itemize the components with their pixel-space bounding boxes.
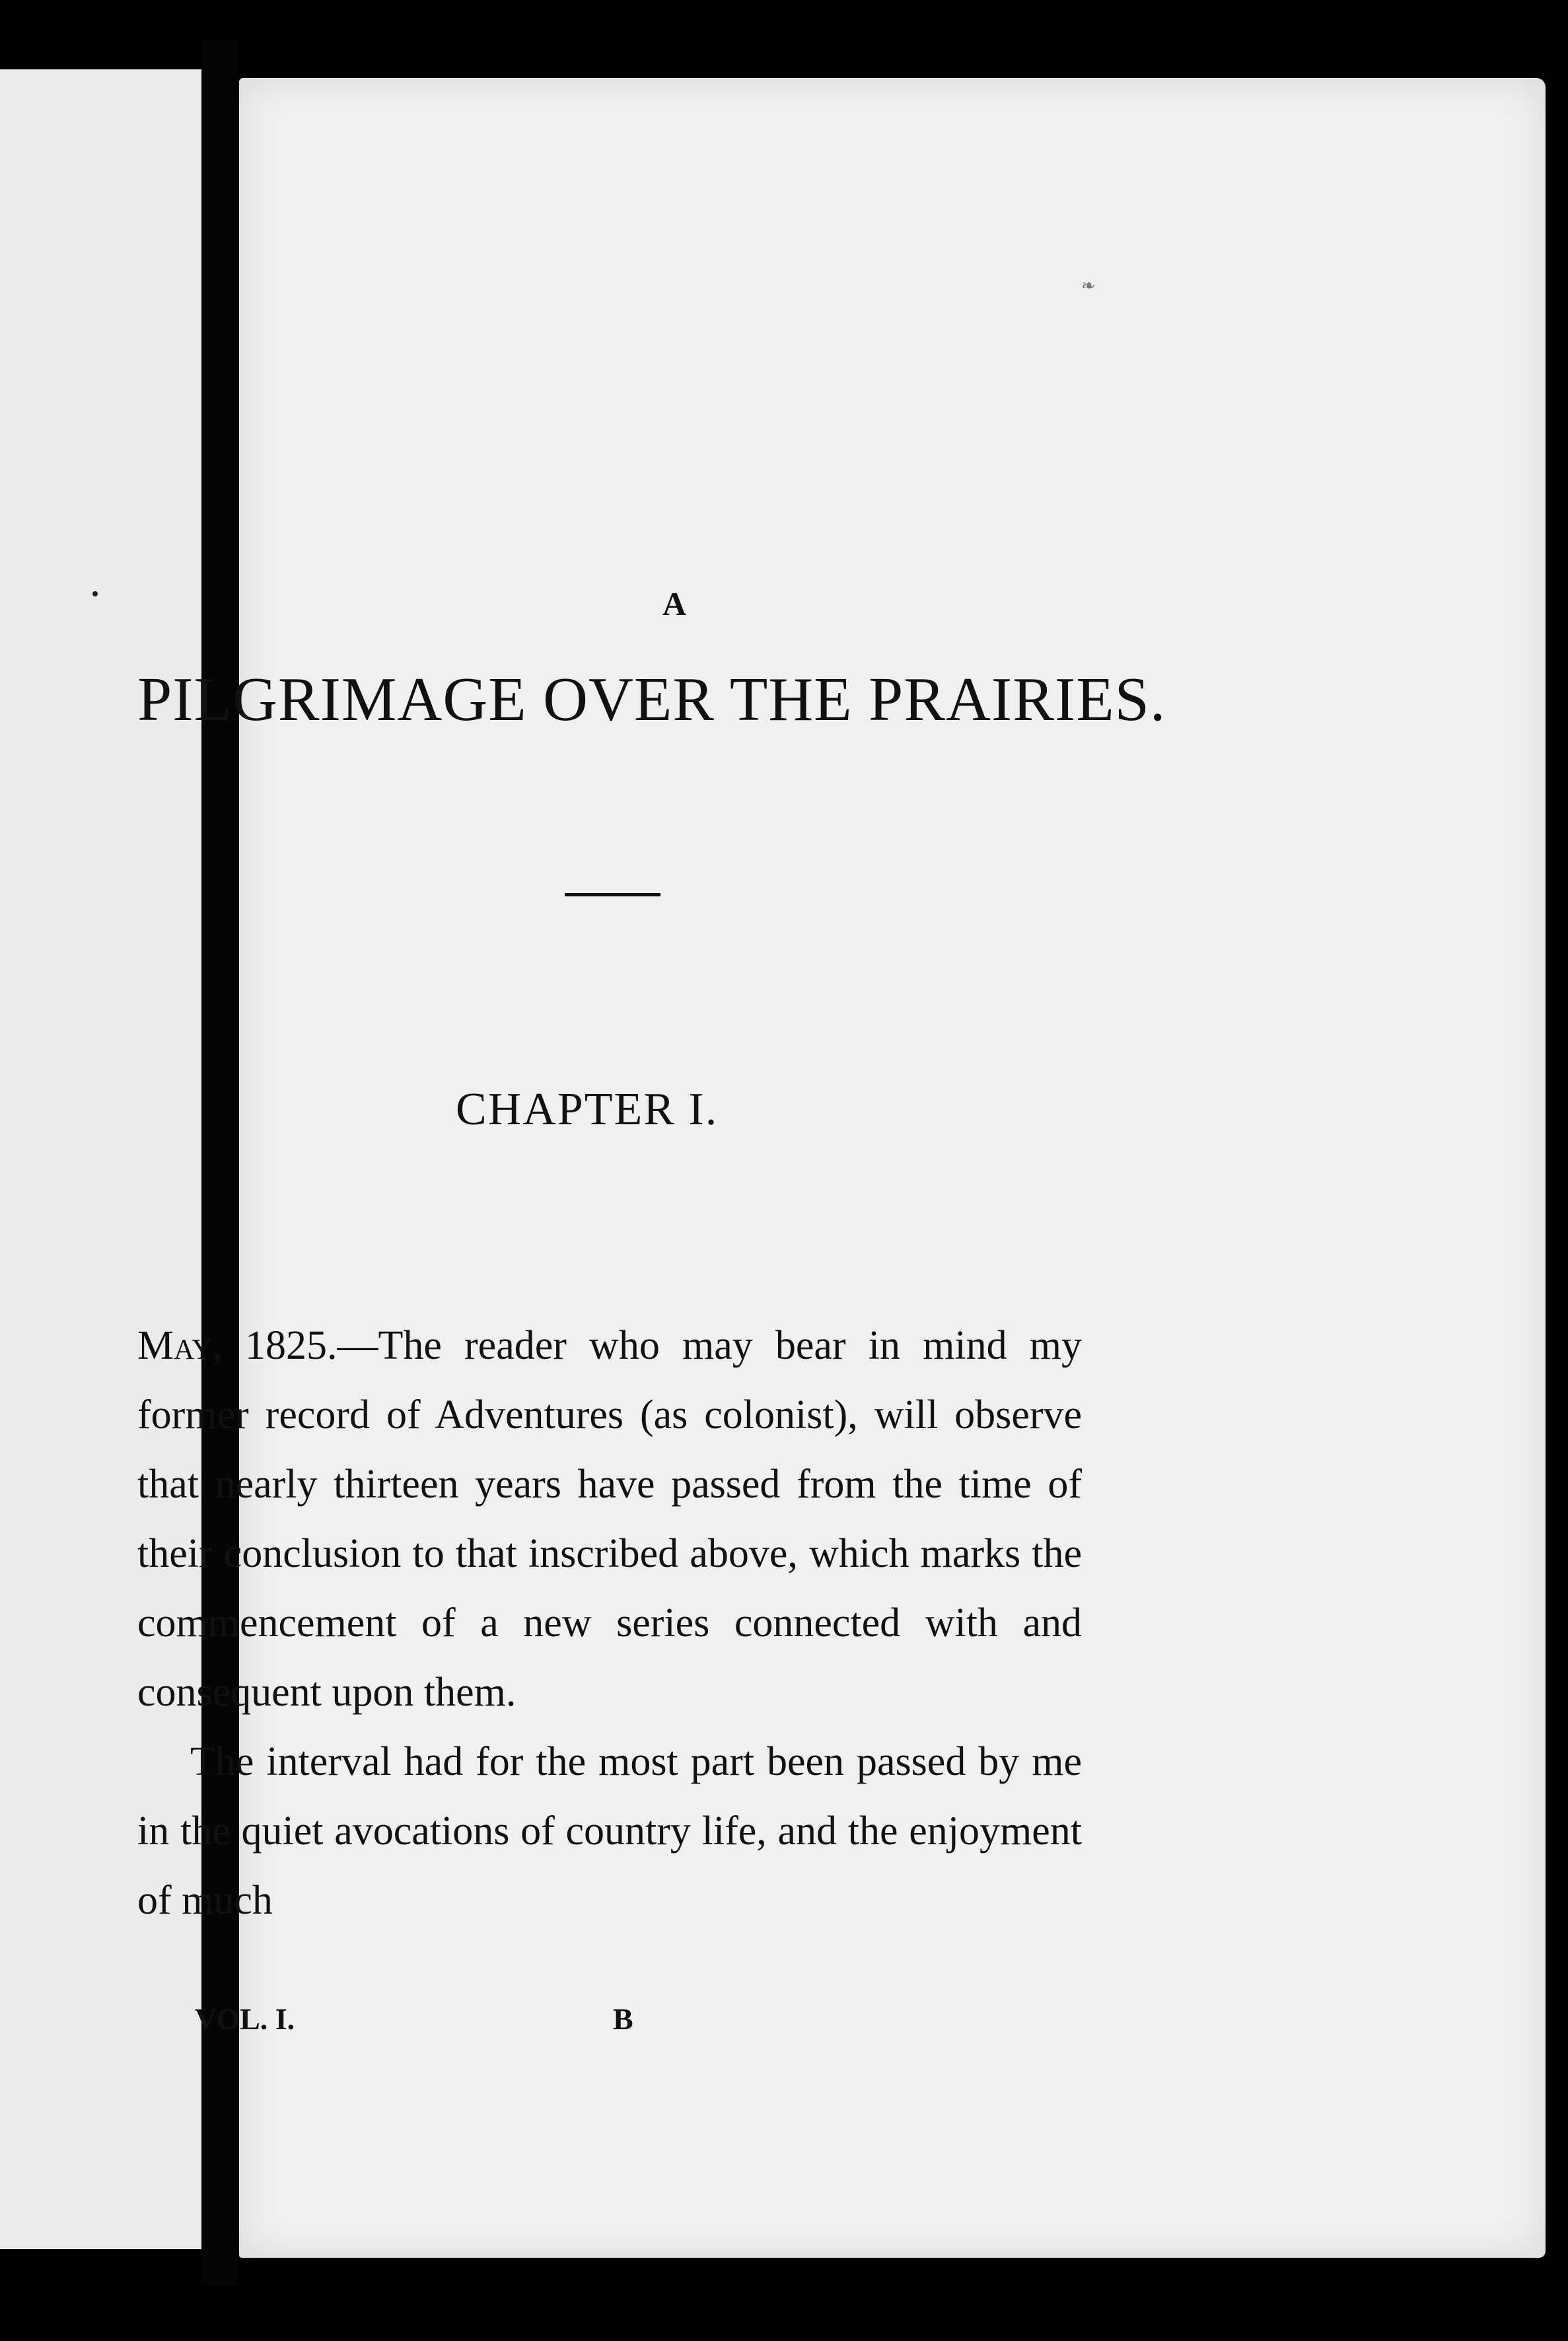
volume-marker: VOL. I. — [195, 2002, 295, 2036]
body-text — [137, 1311, 1082, 1935]
printer-mark-icon: ❧ — [1081, 276, 1096, 295]
signature-mark: B — [613, 2002, 633, 2036]
book-gutter — [201, 40, 238, 2286]
paragraph-2: The interval had for the most part been passed by me in the quiet avocations of country life, and the enjoyment of much — [137, 1739, 1082, 1923]
opening-word: May, — [137, 1323, 223, 1368]
book-title: PILGRIMAGE OVER THE PRAIRIES. — [137, 665, 1166, 734]
title-rule — [565, 893, 660, 896]
title-article: A — [662, 585, 688, 622]
paragraph-1-text: 1825.—The reader who may bear in mind my former record of Adventures (as colonist), will observe that nearly thirteen years have passed from the time of their conclusion to that inscribed above, which marks the commencement of a new series connected with and consequent upon them. — [137, 1323, 1082, 1715]
paragraph-1 — [137, 1311, 1082, 1727]
chapter-heading: CHAPTER I. — [456, 1084, 719, 1135]
